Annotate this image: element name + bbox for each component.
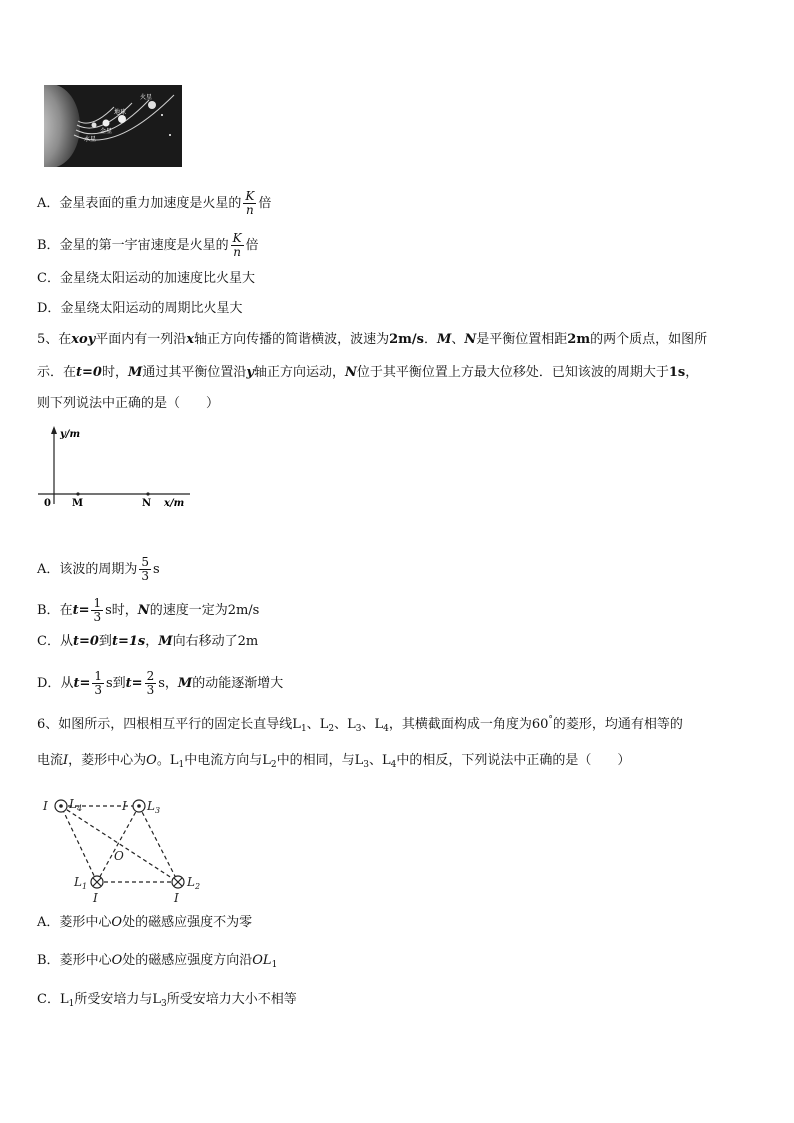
- q5-stem-line1: 5、在xoy平面内有一列沿x轴正方向传播的简谐横波，波速为2m/s．M、N是平衡位置相距2m的两个质点，如图所: [37, 332, 708, 347]
- q5-stem-line2: 示．在t=0时，M通过其平衡位置沿y轴正方向运动，N位于其平衡位置上方最大位移处．已知该波的周期大于1s，: [37, 365, 699, 380]
- q4-option-d: D．金星绕太阳运动的周期比火星大: [37, 301, 243, 316]
- label-i-l1: I: [93, 891, 98, 905]
- point-n-label: N: [142, 498, 152, 509]
- solar-label-earth: 地球: [114, 109, 127, 116]
- q5-option-d: D．从t= $\frac{1}{3}$ s到t= $\frac{2}{3}$ s，M的动能逐渐增大: [37, 669, 284, 697]
- label-i-l2: I: [174, 891, 179, 905]
- label-l2: $L_2$: [187, 875, 201, 891]
- y-axis-label: y/m: [60, 429, 81, 440]
- q5-stem-line3: 则下列说法中正确的是（ ）: [37, 396, 220, 411]
- point-m: [76, 492, 79, 495]
- solar-label-venus: 金星: [100, 128, 113, 135]
- origin-label: 0: [44, 498, 51, 509]
- label-l3: $L_3$: [147, 799, 161, 815]
- planet-mercury: [92, 123, 97, 128]
- q6-stem-line1: 6、如图所示，四根相互平行的固定长直导线$L_1$、$L_2$、$L_3$、$L_4$，其横截面构成一角度为60°的菱形，均通有相等的: [37, 715, 683, 734]
- q4-option-b: B．金星的第一宇宙速度是火星的 $\frac{K}{n}$ 倍: [37, 231, 259, 259]
- solar-label-mercury: 水星: [84, 136, 97, 143]
- label-l4: $L_4$: [69, 797, 83, 813]
- label-i-l4: I: [43, 799, 48, 813]
- x-axis-label: x/m: [164, 498, 185, 509]
- q4-option-a: A．金星表面的重力加速度是火星的 $\frac{K}{n}$ 倍: [37, 189, 272, 217]
- q5-option-c: C．从t=0到t=1s，M向右移动了2m: [37, 634, 259, 649]
- q6-rhombus-figure: [38, 790, 208, 905]
- point-m-label: M: [72, 498, 84, 509]
- q6-option-c: C．$L_1$所受安培力与$L_3$所受安培力大小不相等: [37, 992, 297, 1009]
- label-i-l3: I: [122, 799, 127, 813]
- q5-wave-graph: [38, 424, 198, 514]
- q5-option-a: A．该波的周期为 $\frac{5}{3}$ s: [37, 555, 160, 583]
- q4-option-c: C．金星绕太阳运动的加速度比火星大: [37, 271, 255, 286]
- label-l1: $L_1$: [74, 875, 88, 891]
- q6-option-b: B．菱形中心O处的磁感应强度方向沿$OL_1$: [37, 953, 278, 970]
- y-axis-arrow: [51, 426, 57, 434]
- planet-earth: [118, 115, 126, 123]
- q5-option-b: B．在t= $\frac{1}{3}$ s时，N的速度一定为2m/s: [37, 596, 260, 624]
- planet-venus: [103, 120, 110, 127]
- solar-system-image: [44, 85, 182, 167]
- label-o: O: [114, 849, 124, 863]
- q6-stem-line2: 电流I，菱形中心为O。$L_1$中电流方向与$L_2$中的相同，与$L_3$、$L_4$中的相反，下列说法中正确的是（ ）: [37, 753, 631, 770]
- planet-mars: [148, 101, 156, 109]
- q6-option-a: A．菱形中心O处的磁感应强度不为零: [37, 915, 253, 930]
- solar-label-mars: 火星: [140, 94, 153, 101]
- point-n: [146, 492, 149, 495]
